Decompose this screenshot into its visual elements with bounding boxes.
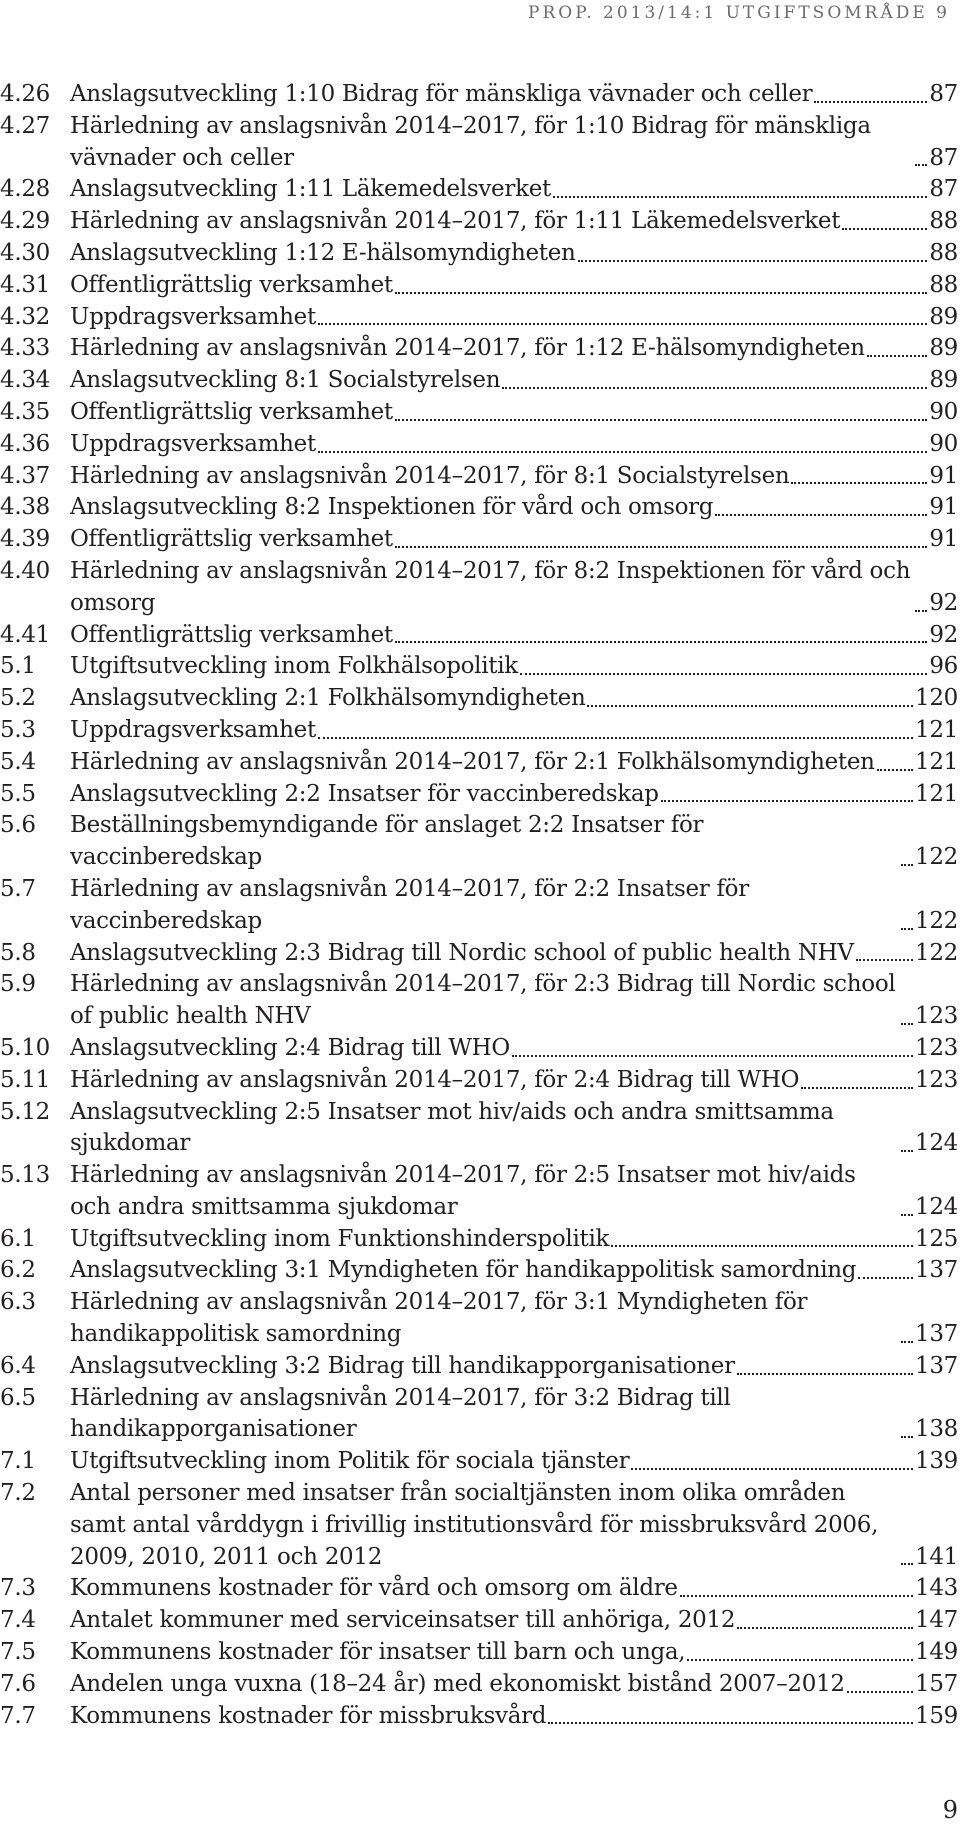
toc-entry-title: Anslagsutveckling 8:2 Inspektionen för vård och omsorg — [70, 494, 714, 521]
toc-entry-page: 89 — [929, 367, 958, 394]
toc-entry-body — [70, 429, 958, 461]
dot-leader — [395, 641, 927, 643]
toc-entry[interactable] — [0, 556, 958, 620]
toc-entry-title: Utgiftsutveckling inom Folkhälsopolitik — [70, 653, 518, 680]
dot-leader — [512, 1055, 913, 1057]
toc-entry-page: 141 — [915, 1543, 958, 1570]
toc-entry-page: 143 — [915, 1575, 958, 1602]
toc-entry-number: 7.2 — [0, 1480, 36, 1507]
toc-entry-page: 92 — [929, 589, 958, 616]
toc-entry-body — [70, 333, 958, 365]
toc-entry-number: 7.6 — [0, 1670, 36, 1697]
toc-entry-body — [70, 1478, 958, 1573]
toc-entry-number: 5.11 — [0, 1066, 51, 1093]
dot-leader — [395, 292, 927, 294]
table-of-contents — [0, 79, 958, 1732]
toc-entry-title: Härledning av anslagsnivån 2014–2017, för 2:2 Insatser för vaccinberedskap — [70, 875, 749, 934]
toc-entry-body — [70, 461, 958, 493]
dot-leader — [842, 228, 927, 230]
toc-entry[interactable] — [0, 1160, 958, 1224]
toc-entry[interactable] — [0, 1383, 958, 1447]
dot-leader — [587, 705, 913, 707]
toc-entry-body — [70, 1255, 958, 1287]
toc-entry-number: 4.26 — [0, 81, 51, 107]
toc-entry-title: Härledning av anslagsnivån 2014–2017, för 1:12 E-hälsomyndigheten — [70, 335, 865, 362]
toc-entry-page: 122 — [915, 844, 958, 871]
dot-leader — [715, 514, 927, 516]
toc-entry[interactable] — [0, 1097, 958, 1161]
toc-entry-number: 6.3 — [0, 1289, 36, 1316]
toc-entry-page: 90 — [929, 430, 958, 457]
toc-entry-number: 4.28 — [0, 176, 51, 203]
toc-entry-page: 147 — [915, 1607, 958, 1634]
toc-entry[interactable] — [0, 302, 958, 334]
toc-entry-title: Kommunens kostnader för vård och omsorg om äldre — [70, 1575, 678, 1602]
toc-entry-number: 4.32 — [0, 303, 51, 330]
toc-entry-number: 4.36 — [0, 430, 51, 457]
toc-entry-number: 4.34 — [0, 367, 51, 394]
toc-entry-page: 121 — [915, 716, 958, 743]
dot-leader — [901, 1563, 913, 1565]
toc-entry-title: Antal personer med insatser från socialtjänsten inom olika områden samt antal vårddygn i frivillig institutionsvård för missbruksvård 2006, 2009, 2010, 2011 och 2012 — [70, 1480, 879, 1570]
toc-entry-body — [70, 524, 958, 556]
toc-entry-body — [70, 1637, 958, 1669]
toc-entry-title: Anslagsutveckling 2:2 Insatser för vaccinberedskap — [70, 780, 659, 807]
toc-entry-body — [70, 1065, 958, 1097]
toc-entry-page: 91 — [929, 462, 958, 489]
toc-entry-number: 5.13 — [0, 1162, 51, 1189]
toc-entry-title: Härledning av anslagsnivån 2014–2017, för 1:11 Läkemedelsverket — [70, 208, 841, 235]
toc-entry-body — [70, 874, 958, 938]
toc-entry-page: 138 — [915, 1416, 958, 1443]
dot-leader — [737, 1627, 913, 1629]
toc-entry-body — [70, 397, 958, 429]
toc-entry-body — [70, 1287, 958, 1351]
toc-entry-title: Offentligrättslig verksamhet — [70, 621, 393, 648]
dot-leader — [737, 1373, 913, 1375]
dot-leader — [901, 928, 913, 930]
dot-leader — [318, 451, 927, 453]
toc-entry-title: Uppdragsverksamhet — [70, 303, 316, 330]
toc-entry-title: Härledning av anslagsnivån 2014–2017, för 3:1 Myndigheten för handikappolitisk samordning — [70, 1289, 808, 1348]
toc-entry-body — [70, 683, 958, 715]
toc-entry-title: Offentligrättslig verksamhet — [70, 398, 393, 425]
dot-leader — [901, 864, 913, 866]
dot-leader — [502, 387, 927, 389]
toc-entry[interactable] — [0, 1573, 958, 1605]
toc-entry-title: Anslagsutveckling 3:1 Myndigheten för handikappolitisk samordning — [70, 1257, 857, 1284]
toc-entry-title: Kommunens kostnader för insatser till barn och unga, — [70, 1639, 686, 1666]
toc-entry-body — [70, 938, 958, 970]
toc-entry[interactable] — [0, 524, 958, 556]
toc-entry-title: Offentligrättslig verksamhet — [70, 526, 393, 553]
toc-entry-page: 157 — [915, 1670, 958, 1697]
toc-entry-title: Härledning av anslagsnivån 2014–2017, för 8:2 Inspektionen för vård och omsorg — [70, 557, 911, 616]
toc-entry-page: 149 — [915, 1639, 958, 1666]
toc-entry[interactable] — [0, 365, 958, 397]
toc-entry[interactable] — [0, 1478, 958, 1573]
toc-entry-body — [70, 1160, 958, 1224]
toc-entry-body — [70, 302, 958, 334]
toc-entry-title: Uppdragsverksamhet — [70, 716, 316, 743]
toc-entry-page: 88 — [929, 208, 958, 235]
toc-entry-title: Anslagsutveckling 3:2 Bidrag till handikapporganisationer — [70, 1352, 735, 1379]
toc-entry-number: 7.4 — [0, 1607, 36, 1634]
toc-entry-number: 5.12 — [0, 1098, 51, 1125]
toc-entry-title: Härledning av anslagsnivån 2014–2017, för 8:1 Socialstyrelsen — [70, 462, 790, 489]
toc-entry-number: 5.1 — [0, 653, 36, 680]
toc-entry-title: Uppdragsverksamhet — [70, 430, 316, 457]
toc-entry-page: 91 — [929, 494, 958, 521]
dot-leader — [578, 260, 928, 262]
toc-entry-body — [70, 620, 958, 652]
toc-entry-number: 4.37 — [0, 462, 51, 489]
toc-entry-title: Anslagsutveckling 2:1 Folkhälsomyndigheten — [70, 685, 586, 712]
toc-entry-body — [70, 270, 958, 302]
toc-entry[interactable] — [0, 206, 958, 238]
toc-entry[interactable] — [0, 270, 958, 302]
dot-leader — [520, 673, 927, 675]
toc-entry-number: 6.4 — [0, 1352, 36, 1379]
toc-entry-title: Utgiftsutveckling inom Politik för sociala tjänster — [70, 1448, 630, 1475]
toc-entry-number: 7.5 — [0, 1639, 36, 1666]
toc-entry-page: 137 — [915, 1257, 958, 1284]
dot-leader — [867, 355, 928, 357]
toc-entry-page: 87 — [929, 176, 958, 203]
toc-entry-number: 5.5 — [0, 780, 36, 807]
toc-entry-number: 4.35 — [0, 398, 51, 425]
toc-entry-page: 90 — [929, 398, 958, 425]
toc-entry-body — [70, 1605, 958, 1637]
dot-leader — [856, 959, 913, 961]
toc-entry-number: 4.39 — [0, 526, 51, 553]
toc-entry[interactable] — [0, 747, 958, 779]
dot-leader — [801, 1087, 913, 1089]
toc-entry[interactable] — [0, 174, 958, 206]
toc-entry[interactable] — [0, 333, 958, 365]
toc-entry-body — [70, 365, 958, 397]
toc-entry-page: 124 — [915, 1130, 958, 1157]
toc-entry[interactable] — [0, 1701, 958, 1733]
toc-entry-title: Antalet kommuner med serviceinsatser till anhöriga, 2012 — [70, 1607, 736, 1634]
toc-entry[interactable] — [0, 1637, 958, 1669]
toc-entry-title: Anslagsutveckling 2:5 Insatser mot hiv/aids och andra smittsamma sjukdomar — [70, 1098, 834, 1157]
toc-entry[interactable] — [0, 397, 958, 429]
toc-entry-title: Anslagsutveckling 8:1 Socialstyrelsen — [70, 367, 501, 394]
toc-entry-number: 4.33 — [0, 335, 51, 362]
toc-entry-page: 125 — [915, 1225, 958, 1252]
toc-entry-body — [70, 779, 958, 811]
toc-entry-title: Beställningsbemyndigande för anslaget 2:2 Insatser för vaccinberedskap — [70, 812, 704, 871]
dot-leader — [901, 1341, 913, 1343]
toc-entry[interactable] — [0, 938, 958, 970]
toc-entry-body — [70, 1573, 958, 1605]
toc-entry-title: Anslagsutveckling 1:12 E-hälsomyndigheten — [70, 239, 576, 266]
toc-entry-number: 5.6 — [0, 812, 36, 839]
toc-entry[interactable] — [0, 969, 958, 1033]
running-head: PROP. 2013/14:1 UTGIFTSOMRÅDE 9 — [528, 3, 950, 23]
toc-entry-page: 87 — [929, 81, 958, 107]
dot-leader — [395, 546, 927, 548]
dot-leader — [877, 769, 913, 771]
toc-entry-number: 4.30 — [0, 239, 51, 266]
toc-entry-title: Kommunens kostnader för missbruksvård — [70, 1702, 547, 1729]
toc-entry-body — [70, 556, 958, 620]
toc-entry-number: 5.7 — [0, 875, 36, 902]
toc-entry-title: Utgiftsutveckling inom Funktionshinderspolitik — [70, 1225, 610, 1252]
toc-entry-body — [70, 747, 958, 779]
toc-entry[interactable] — [0, 429, 958, 461]
toc-entry-page: 124 — [915, 1193, 958, 1220]
toc-entry[interactable] — [0, 715, 958, 747]
toc-entry-body — [70, 174, 958, 206]
toc-entry-title: Offentligrättslig verksamhet — [70, 271, 393, 298]
toc-entry-number: 7.7 — [0, 1702, 36, 1729]
toc-entry-body — [70, 492, 958, 524]
toc-entry[interactable] — [0, 1446, 958, 1478]
toc-entry-number: 5.4 — [0, 748, 36, 775]
dot-leader — [395, 419, 927, 421]
toc-entry-number: 4.31 — [0, 271, 51, 298]
toc-entry[interactable] — [0, 1033, 958, 1065]
toc-entry-title: Anslagsutveckling 2:3 Bidrag till Nordic school of public health NHV — [70, 939, 854, 966]
toc-entry[interactable] — [0, 111, 958, 175]
toc-entry-body — [70, 810, 958, 874]
toc-entry-body — [70, 1383, 958, 1447]
toc-entry[interactable] — [0, 1605, 958, 1637]
dot-leader — [680, 1595, 913, 1597]
dot-leader — [661, 800, 913, 802]
dot-leader — [791, 482, 927, 484]
toc-entry-page: 139 — [915, 1448, 958, 1475]
toc-entry-number: 4.29 — [0, 208, 51, 235]
toc-entry-body — [70, 238, 958, 270]
toc-entry-title: Härledning av anslagsnivån 2014–2017, för 2:3 Bidrag till Nordic school of public health NHV — [70, 971, 896, 1030]
dot-leader — [814, 101, 927, 103]
toc-entry-number: 5.2 — [0, 685, 36, 712]
toc-entry[interactable] — [0, 1669, 958, 1701]
toc-entry[interactable] — [0, 1065, 958, 1097]
toc-entry-number: 5.3 — [0, 716, 36, 743]
toc-entry-body — [70, 1033, 958, 1065]
dot-leader — [318, 323, 927, 325]
dot-leader — [847, 1691, 913, 1693]
toc-entry-number: 5.8 — [0, 939, 36, 966]
toc-entry-page: 123 — [915, 1003, 958, 1030]
dot-leader — [687, 1659, 913, 1661]
toc-entry-body — [70, 1224, 958, 1256]
toc-entry-page: 159 — [915, 1702, 958, 1729]
toc-entry-page: 122 — [915, 939, 958, 966]
toc-entry[interactable] — [0, 874, 958, 938]
toc-entry-page: 89 — [929, 335, 958, 362]
dot-leader — [553, 196, 927, 198]
toc-entry-page: 88 — [929, 271, 958, 298]
dot-leader — [901, 1150, 913, 1152]
toc-entry-page: 88 — [929, 239, 958, 266]
toc-entry[interactable] — [0, 1224, 958, 1256]
toc-entry-title: Härledning av anslagsnivån 2014–2017, för 1:10 Bidrag för mänskliga vävnader och celler — [70, 112, 871, 171]
toc-entry-body — [70, 1351, 958, 1383]
toc-entry-body — [70, 1097, 958, 1161]
toc-entry[interactable] — [0, 651, 958, 683]
toc-entry-number: 6.2 — [0, 1257, 36, 1284]
dot-leader — [858, 1277, 913, 1279]
toc-entry-number: 5.10 — [0, 1034, 51, 1061]
toc-entry-page: 92 — [929, 621, 958, 648]
dot-leader — [901, 1436, 913, 1438]
toc-entry[interactable] — [0, 779, 958, 811]
toc-entry[interactable] — [0, 238, 958, 270]
toc-entry-number: 7.1 — [0, 1448, 36, 1475]
toc-entry-number: 6.1 — [0, 1225, 36, 1252]
toc-entry-page: 120 — [915, 685, 958, 712]
dot-leader — [548, 1722, 913, 1724]
toc-entry-title: Anslagsutveckling 1:11 Läkemedelsverket — [70, 176, 551, 203]
toc-entry-page: 96 — [929, 653, 958, 680]
toc-entry-page: 87 — [929, 144, 958, 171]
dot-leader — [915, 164, 927, 166]
toc-entry[interactable] — [0, 1255, 958, 1287]
toc-entry-title: Härledning av anslagsnivån 2014–2017, för 2:1 Folkhälsomyndigheten — [70, 748, 875, 775]
dot-leader — [631, 1468, 913, 1470]
dot-leader — [915, 610, 927, 612]
toc-entry-title: Härledning av anslagsnivån 2014–2017, för 2:5 Insatser mot hiv/aids och andra smittsamma sjukdomar — [70, 1162, 856, 1220]
toc-entry-page: 123 — [915, 1066, 958, 1093]
toc-entry[interactable] — [0, 810, 958, 874]
toc-entry-page: 91 — [929, 526, 958, 553]
toc-entry-number: 4.40 — [0, 557, 51, 584]
toc-entry-page: 123 — [915, 1034, 958, 1061]
toc-entry[interactable] — [0, 683, 958, 715]
toc-entry[interactable] — [0, 1351, 958, 1383]
toc-entry-page: 89 — [929, 303, 958, 330]
dot-leader — [318, 737, 913, 739]
toc-entry-page: 121 — [915, 748, 958, 775]
toc-entry-title: Anslagsutveckling 1:10 Bidrag för mänskliga vävnader och celler — [70, 81, 813, 107]
toc-entry-body — [70, 1669, 958, 1701]
toc-entry[interactable] — [0, 1287, 958, 1351]
dot-leader — [901, 1214, 913, 1216]
toc-entry-body — [70, 651, 958, 683]
toc-entry-title: Härledning av anslagsnivån 2014–2017, för 3:2 Bidrag till handikapporganisationer — [70, 1384, 731, 1443]
toc-entry-title: Andelen unga vuxna (18–24 år) med ekonomiskt bistånd 2007–2012 — [70, 1670, 845, 1697]
toc-entry-body — [70, 1701, 958, 1733]
toc-entry[interactable] — [0, 79, 958, 111]
toc-entry-page: 122 — [915, 907, 958, 934]
toc-entry-title: Härledning av anslagsnivån 2014–2017, för 2:4 Bidrag till WHO — [70, 1066, 800, 1093]
toc-entry-page: 121 — [915, 780, 958, 807]
toc-entry-number: 6.5 — [0, 1384, 36, 1411]
toc-entry-body — [70, 715, 958, 747]
toc-entry[interactable] — [0, 492, 958, 524]
toc-entry-number: 4.27 — [0, 112, 51, 139]
toc-entry-number: 5.9 — [0, 971, 36, 998]
dot-leader — [901, 1023, 913, 1025]
toc-entry-number: 4.38 — [0, 494, 51, 521]
toc-entry-number: 4.41 — [0, 621, 51, 648]
page-number: 9 — [942, 1796, 958, 1824]
toc-entry[interactable] — [0, 461, 958, 493]
toc-entry-body — [70, 111, 958, 175]
toc-entry-page: 137 — [915, 1352, 958, 1379]
toc-entry-page: 137 — [915, 1321, 958, 1348]
toc-entry-body — [70, 1446, 958, 1478]
toc-entry-body — [70, 206, 958, 238]
toc-entry-body — [70, 79, 958, 111]
toc-entry[interactable] — [0, 620, 958, 652]
toc-entry-body — [70, 969, 958, 1033]
toc-entry-number: 7.3 — [0, 1575, 36, 1602]
dot-leader — [611, 1245, 913, 1247]
toc-entry-title: Anslagsutveckling 2:4 Bidrag till WHO — [70, 1034, 510, 1061]
